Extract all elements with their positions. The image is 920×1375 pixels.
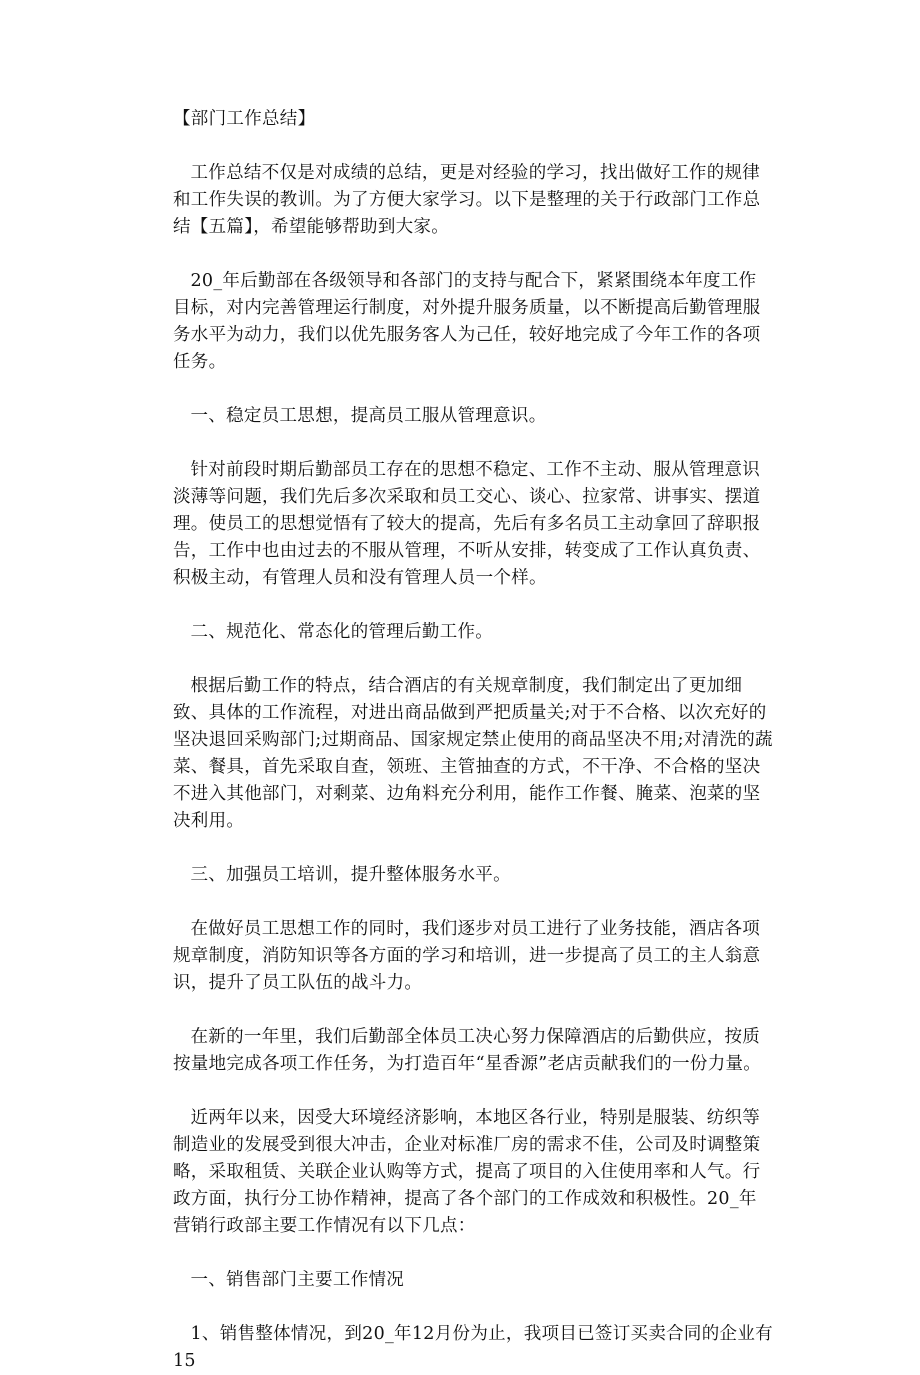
- paragraph-new-year: 在新的一年里，我们后勤部全体员工决心努力保障酒店的后勤供应，按质按量地完成各项工作任务，为打造百年“星香源”老店贡献我们的一份力量。: [173, 1027, 762, 1074]
- paragraph-sales-admin: 近两年以来，因受大环境经济影响，本地区各行业，特别是服装、纺织等制造业的发展受到很大冲击，企业对标准厂房的需求不佳，公司及时调整策略，采取租赁、关联企业认购等方式，提高了项目的入住使用率和人气。行政方面，执行分工协作精神，提高了各个部门的工作成效和积极性。20_年营销行政部主要工作情况有以下几点：: [173, 1108, 761, 1236]
- paragraph-logistics-overview: 20_年后勤部在各级领导和各部门的支持与配合下，紧紧围绕本年度工作目标，对内完善管理运行制度，对外提升服务质量，以不断提高后勤管理服务水平为动力，我们以优先服务客人为己任，较好地完成了今年工作的各项任务。: [173, 271, 761, 372]
- paragraph-training: 在做好员工思想工作的同时，我们逐步对员工进行了业务技能，酒店各项规章制度，消防知识等各方面的学习和培训，进一步提高了员工的主人翁意识，提升了员工队伍的战斗力。: [173, 919, 761, 993]
- section-heading-1: 一、稳定员工思想，提高员工服从管理意识。: [190, 406, 547, 426]
- paragraph-sales-overall: 1、销售整体情况，到20_年12月份为止，我项目已签订买卖合同的企业有15: [173, 1324, 773, 1371]
- paragraph-staff-thinking: 针对前段时期后勤部员工存在的思想不稳定、工作不主动、服从管理意识淡薄等问题，我们先后多次采取和员工交心、谈心、拉家常、讲事实、摆道理。使员工的思想觉悟有了较大的提高，先后有多名员工主动拿回了辞职报告，工作中也由过去的不服从管理，不听从安排，转变成了工作认真负责、积极主动，有管理人员和没有管理人员一个样。: [173, 460, 761, 588]
- paragraph-intro: 工作总结不仅是对成绩的总结，更是对经验的学习，找出做好工作的规律和工作失误的教训。为了方便大家学习。以下是整理的关于行政部门工作总结【五篇】，希望能够帮助到大家。: [173, 163, 761, 237]
- document-body: [173, 106, 773, 1375]
- section-heading-sales: 一、销售部门主要工作情况: [190, 1270, 405, 1290]
- section-heading-2: 二、规范化、常态化的管理后勤工作。: [190, 622, 494, 642]
- document-heading: 【部门工作总结】: [173, 109, 316, 129]
- section-heading-3: 三、加强员工培训，提升整体服务水平。: [190, 865, 511, 885]
- paragraph-standardization: 根据后勤工作的特点，结合酒店的有关规章制度，我们制定出了更加细致、具体的工作流程，对进出商品做到严把质量关;对于不合格、以次充好的坚决退回采购部门;过期商品、国家规定禁止使用的商品坚决不用;对清洗的蔬菜、餐具，首先采取自查，领班、主管抽查的方式，不干净、不合格的坚决不进入其他部门，对剩菜、边角料充分利用，能作工作餐、腌菜、泡菜的坚决利用。: [173, 676, 773, 831]
